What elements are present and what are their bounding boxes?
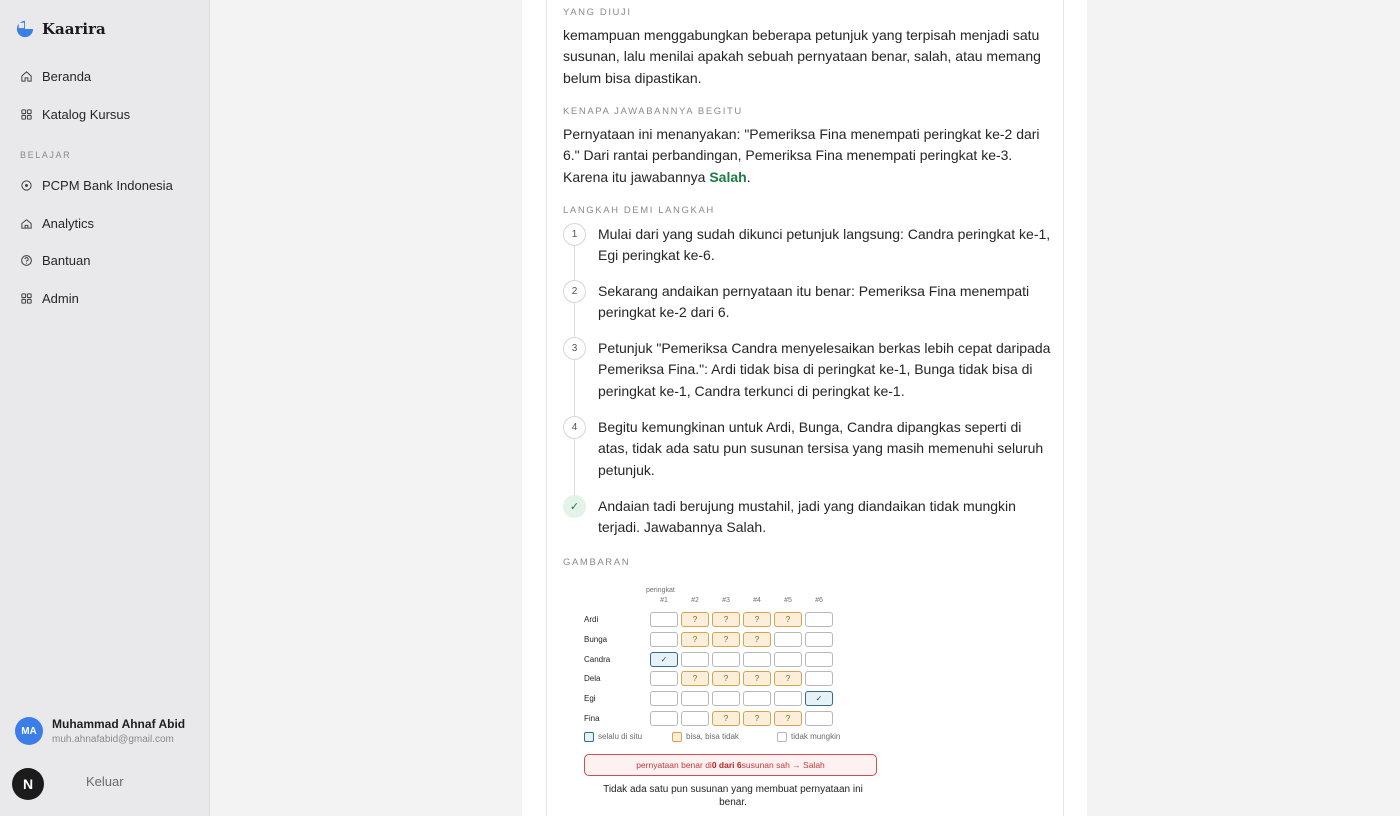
nav-item-beranda[interactable] bbox=[20, 66, 91, 86]
step-marker: 4 bbox=[563, 416, 586, 439]
avatar: MA bbox=[15, 717, 43, 745]
grid-cell: ? bbox=[743, 632, 771, 647]
grid-cell bbox=[712, 652, 740, 667]
column-header: #2 bbox=[691, 597, 699, 604]
legend-label: bisa, bisa tidak bbox=[686, 732, 739, 741]
brand-name: Kaarira bbox=[42, 20, 106, 38]
row-label: Fina bbox=[584, 714, 600, 723]
sidebar bbox=[0, 0, 210, 816]
grid-cell bbox=[805, 612, 833, 627]
user-email: muh.ahnafabid@gmail.com bbox=[52, 734, 174, 745]
help-circle-icon bbox=[20, 254, 33, 267]
row-label: Bunga bbox=[584, 634, 608, 644]
row-label: Ardi bbox=[584, 615, 599, 624]
grid-cell bbox=[650, 691, 678, 706]
grid-cell: ? bbox=[743, 612, 771, 627]
grid-cell bbox=[774, 691, 802, 706]
chart-icon bbox=[20, 217, 33, 230]
nav-label: Bantuan bbox=[42, 252, 91, 268]
verdict-after: susunan sah → Salah bbox=[741, 760, 825, 770]
legend-swatch-fixed bbox=[584, 732, 594, 742]
why-answer: Salah bbox=[709, 168, 747, 185]
legend-swatch-maybe bbox=[672, 732, 682, 742]
nav-label: Analytics bbox=[42, 215, 95, 231]
grid-cell bbox=[805, 671, 833, 686]
legend-swatch-impossible bbox=[777, 732, 787, 742]
grid-cell bbox=[805, 632, 833, 647]
grid-cell: ? bbox=[712, 632, 740, 647]
axis-title: peringkat bbox=[646, 587, 675, 594]
figure-label: GAMBARAN bbox=[563, 557, 631, 568]
grid-cell bbox=[650, 632, 678, 647]
nav-item-analytics[interactable] bbox=[20, 213, 94, 233]
legend-label: tidak mungkin bbox=[791, 732, 841, 741]
nav-label: Beranda bbox=[42, 68, 92, 84]
nav-label: PCPM Bank Indonesia bbox=[42, 177, 173, 193]
why-label: KENAPA JAWABANNYA BEGITU bbox=[563, 106, 743, 117]
verdict-before: pernyataan benar di bbox=[636, 760, 712, 770]
column-header: #6 bbox=[815, 597, 823, 604]
possibility-grid-figure bbox=[574, 582, 874, 812]
column-header: #4 bbox=[753, 597, 761, 604]
verdict-box bbox=[584, 754, 877, 776]
grid-cell: ? bbox=[743, 711, 771, 726]
step-text: Sekarang andaikan pernyataan itu benar: Pemeriksa Fina menempati peringkat ke-2 dari 6. bbox=[598, 283, 1030, 321]
step-text: Petunjuk "Pemeriksa Candra menyelesaikan berkas lebih cepat daripada Pemeriksa Fina.": Ardi tidak bisa di peringkat ke-1, Bunga tidak bisa di peringkat ke-1, Candra terkunci di peringkat ke-1. bbox=[598, 340, 1051, 399]
row-label: Dela bbox=[584, 674, 601, 684]
grid-cell bbox=[805, 711, 833, 726]
step-text: Begitu kemungkinan untuk Ardi, Bunga, Candra dipangkas seperti di atas, tidak ada satu pun susunan tersisa yang masih memenuhi seluruh petunjuk. bbox=[598, 419, 1044, 478]
nav-label: Admin bbox=[42, 290, 79, 306]
grid-cell bbox=[743, 652, 771, 667]
grid-cell bbox=[650, 612, 678, 627]
grid-cell: ? bbox=[712, 671, 740, 686]
grid-cell: ? bbox=[681, 671, 709, 686]
brand-logo-icon bbox=[16, 20, 34, 38]
grid-cell bbox=[712, 691, 740, 706]
grid-icon bbox=[20, 292, 33, 305]
nav-item-bantuan[interactable] bbox=[20, 250, 90, 270]
step-marker: 3 bbox=[563, 337, 586, 360]
why-text-after: . bbox=[746, 168, 751, 185]
grid-cell: ? bbox=[712, 612, 740, 627]
home-icon bbox=[20, 70, 33, 83]
grid-cell bbox=[774, 652, 802, 667]
grid-cell: ✓ bbox=[650, 652, 678, 667]
tested-label: YANG DIUJI bbox=[563, 7, 632, 18]
nav-item-admin[interactable] bbox=[20, 288, 79, 308]
grid-cell bbox=[805, 652, 833, 667]
check-icon: ✓ bbox=[563, 495, 586, 518]
brand[interactable] bbox=[16, 20, 106, 38]
n-badge[interactable]: N bbox=[12, 768, 44, 800]
grid-cell bbox=[743, 691, 771, 706]
step-marker: 1 bbox=[563, 223, 586, 246]
nav-section-label: BELAJAR bbox=[20, 150, 72, 160]
step-text: Andaian tadi berujung mustahil, jadi yang diandaikan tidak mungkin terjadi. Jawabannya Salah. bbox=[598, 498, 1016, 536]
row-label: Egi bbox=[584, 694, 596, 704]
grid-cell: ? bbox=[681, 632, 709, 647]
tested-text: kemampuan menggabungkan beberapa petunjuk yang terpisah menjadi satu susunan, lalu menilai apakah sebuah pernyataan benar, salah, atau memang belum bisa dipastikan. bbox=[563, 27, 1041, 86]
grid-cell: ? bbox=[774, 711, 802, 726]
grid-cell: ? bbox=[712, 711, 740, 726]
grid-cell: ? bbox=[774, 612, 802, 627]
column-header: #1 bbox=[660, 597, 668, 604]
step-text: Mulai dari yang sudah dikunci petunjuk langsung: Candra peringkat ke-1, Egi peringkat ke-6. bbox=[598, 226, 1051, 264]
row-label: Candra bbox=[584, 654, 611, 664]
legend-label: selalu di situ bbox=[598, 732, 643, 741]
user-info bbox=[52, 717, 185, 745]
grid-icon bbox=[20, 108, 33, 121]
grid-cell bbox=[681, 711, 709, 726]
figure-caption: Tidak ada satu pun susunan yang membuat pernyataan ini benar. bbox=[603, 784, 863, 808]
nav-label: Katalog Kursus bbox=[42, 106, 131, 122]
column-header: #3 bbox=[722, 597, 730, 604]
why-text-before: Pernyataan ini menanyakan: "Pemeriksa Fina menempati peringkat ke-2 dari 6." Dari rantai perbandingan, Pemeriksa Fina menempati peringkat ke-3. Karena itu jawabannya bbox=[563, 126, 1040, 185]
grid-cell: ? bbox=[774, 671, 802, 686]
user-profile[interactable] bbox=[15, 717, 185, 745]
why-text bbox=[563, 124, 1053, 188]
grid-cell bbox=[681, 691, 709, 706]
logout-button[interactable]: Keluar bbox=[86, 774, 124, 789]
verdict-count: 0 dari 6 bbox=[711, 760, 742, 770]
grid-cell bbox=[650, 711, 678, 726]
nav-item-pcpm-bank-indonesia[interactable] bbox=[20, 175, 173, 195]
grid-cell bbox=[774, 632, 802, 647]
grid-cell: ✓ bbox=[805, 691, 833, 706]
grid-cell: ? bbox=[681, 612, 709, 627]
target-icon bbox=[20, 179, 33, 192]
step-marker: 2 bbox=[563, 280, 586, 303]
grid-cell bbox=[650, 671, 678, 686]
grid-cell: ? bbox=[743, 671, 771, 686]
user-name: Muhammad Ahnaf Abid bbox=[52, 717, 186, 731]
grid-cell bbox=[681, 652, 709, 667]
steps-label: LANGKAH DEMI LANGKAH bbox=[563, 205, 715, 216]
nav-item-katalog-kursus[interactable] bbox=[20, 104, 130, 124]
column-header: #5 bbox=[784, 597, 792, 604]
